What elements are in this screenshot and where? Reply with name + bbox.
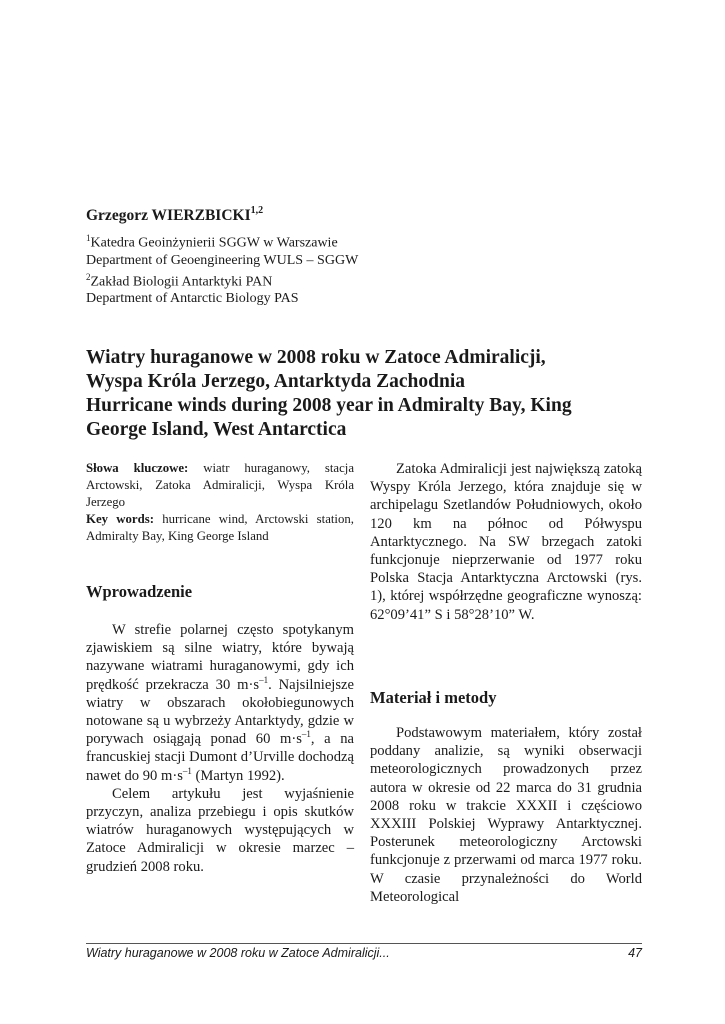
- author-affiliation-marks: 1,2: [250, 205, 264, 216]
- page-footer: [86, 946, 642, 960]
- right-intro-paragraph: Zatoka Admiralicji jest największą zatoką Wyspy Króla Jerzego, która znajduje się w archipelagu Szetlandów Południowych, około 120 km na północ od Półwyspu Antarktycznego. Na SW brzegach zatoki funkcjonuje nieprzerwanie od 1977 roku Polska Stacja Antarktyczna Arctowski (rys. 1), której współrzędne geograficzne wynoszą: 62°09’41” S i 58°28’10” W.: [370, 461, 642, 623]
- section-heading-methods: Materiał i metody: [370, 688, 497, 707]
- affiliation-line: $^1$Katedra Geoinżynierii SGGW w Warszawie: [86, 233, 338, 251]
- keywords-english: Key words: hurricane wind, Arctowski station, Admiralty Bay, King George Island: [86, 512, 354, 543]
- title-line: Wiatry huraganowe w 2008 roku w Zatoce Admiralicji,: [86, 347, 546, 368]
- section-heading-intro: Wprowadzenie: [86, 582, 193, 601]
- right-intro-text: [370, 460, 642, 624]
- running-title: Wiatry huraganowe w 2008 roku w Zatoce Admiralicji...: [86, 946, 390, 960]
- affiliation-line: $^2$Zakład Biologii Antarktyki PAN: [86, 271, 273, 290]
- article-title: [86, 346, 646, 442]
- intro-paragraph-1: W strefie polarnej często spotykanym zjawiskiem są silne wiatry, które bywają nazywane wiatrami huraganowymi, gdy ich prędkość przekracza 30 $m\cdot s^{-1}$. Najsilniejsze wiatry w obszarach okołobiegunowych notowane są u wybrzeży Antarktydy, gdzie w porywach osiągają ponad 60 $m\cdot s^{-1}$, a na francuskiej stacji Dumont d’Urville dochodzą nawet do 90 $m\cdot s^{-1}$ (Martyn 1992).: [86, 622, 354, 784]
- title-line: Hurricane winds during 2008 year in Admiralty Bay, King: [86, 395, 572, 416]
- intro-paragraph-2: Celem artykułu jest wyjaśnienie przyczyn, analiza przebiegu i opis skutków wiatrów huraganowych występujących w Zatoce Admiralicji w okresie marzec – grudzień 2008 roku.: [86, 785, 354, 875]
- affiliation-line: Department of Geoengineering WULS – SGGW: [86, 252, 359, 268]
- methods-paragraph-1: Podstawowym materiałem, który został poddany analizie, są wyniki obserwacji meteorologicznych prowadzonych przez autora w okresie od 22 marca do 31 grudnia 2008 roku w trakcie XXXII i częściowo XXXIII Polskiej Wyprawy Antarktycznej. Posterunek meteorologiczny Arctowski funkcjonuje z przerwami od marca 1977 roku. W czasie przynależności do World Meteorological: [370, 725, 642, 905]
- methods-text: [370, 724, 642, 906]
- footer-rule: [86, 943, 642, 944]
- keywords-block: [86, 460, 354, 545]
- intro-text: [86, 621, 354, 876]
- affiliation-line: Department of Antarctic Biology PAS: [86, 291, 299, 307]
- author-line: [86, 206, 263, 225]
- author-name: Grzegorz WIERZBICKI: [86, 207, 251, 225]
- affiliations: [86, 230, 626, 307]
- title-line: Wyspa Króla Jerzego, Antarktyda Zachodnia: [86, 371, 465, 392]
- title-line: George Island, West Antarctica: [86, 419, 347, 440]
- keywords-polish: Słowa kluczowe: wiatr huraganowy, stacja Arctowski, Zatoka Admiralicji, Wyspa Króla Jerzego: [86, 461, 354, 509]
- page-number: 47: [628, 946, 642, 960]
